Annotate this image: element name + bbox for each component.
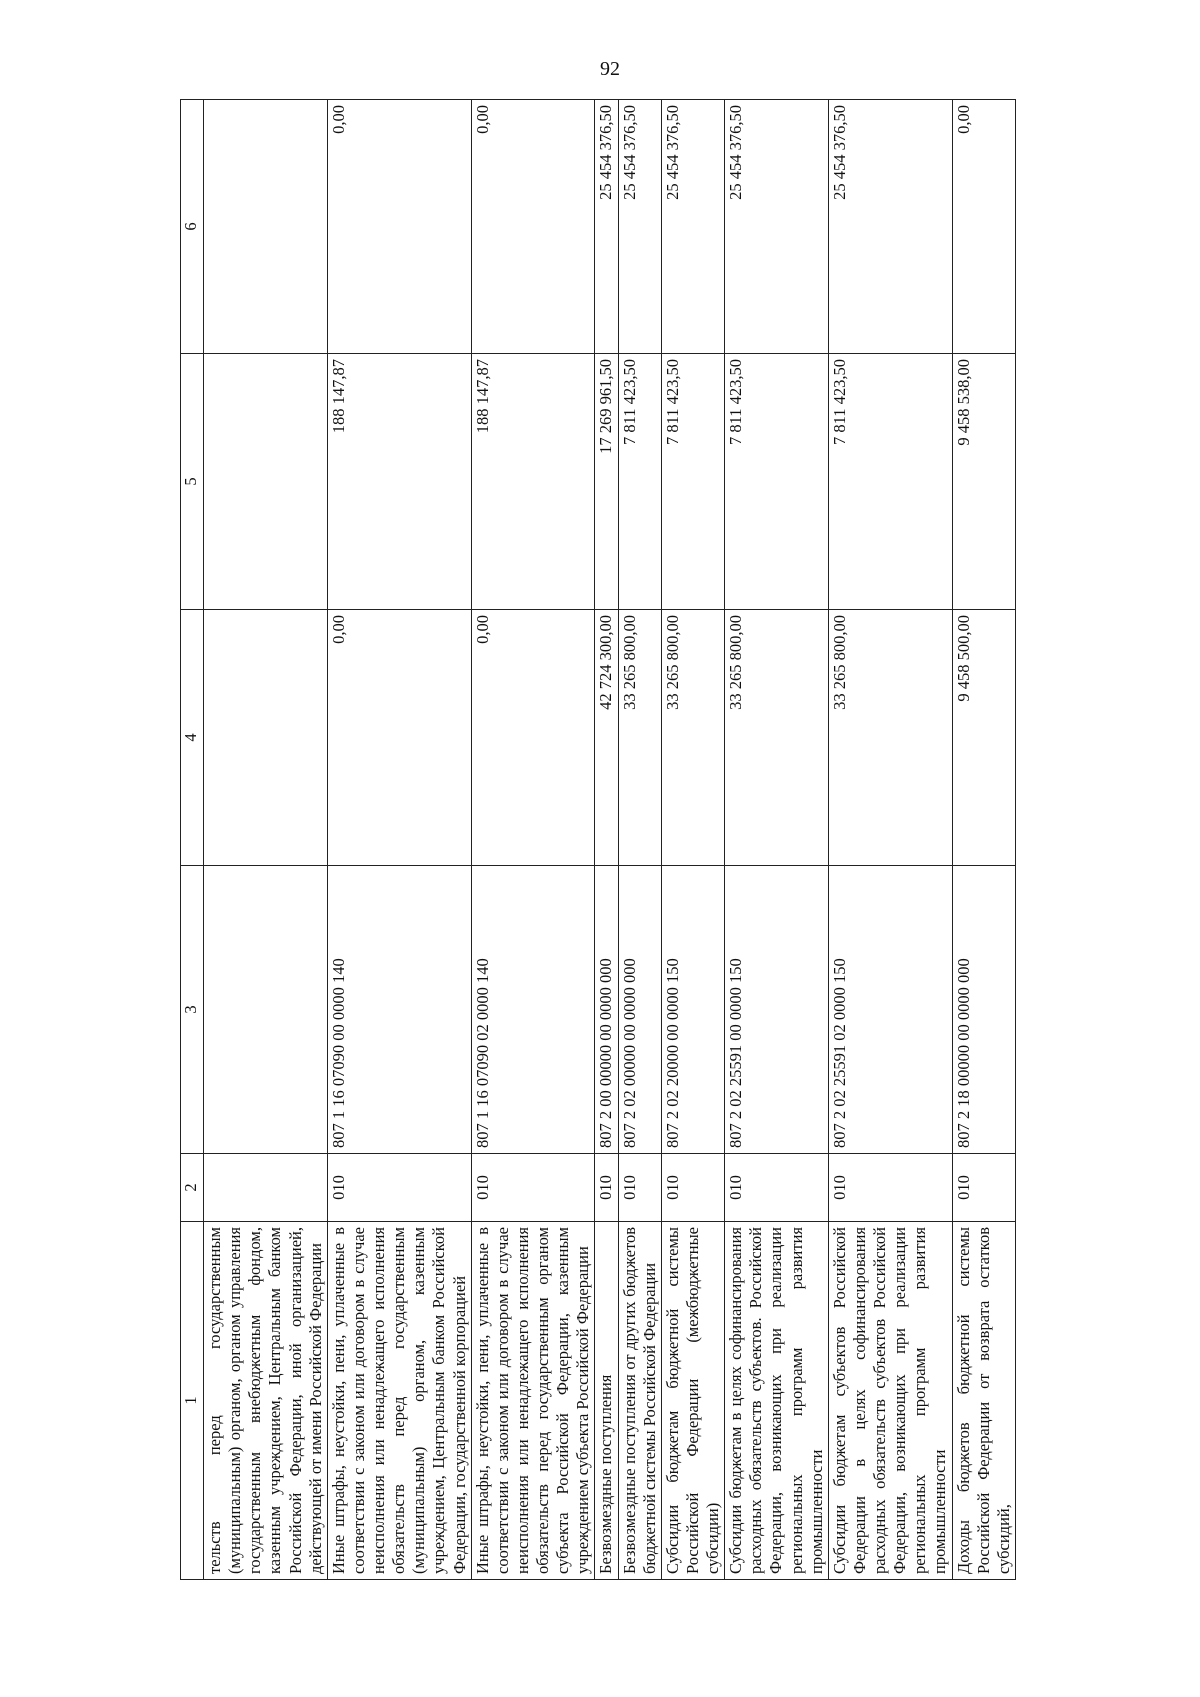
approved-amount: 0,00 bbox=[327, 610, 471, 866]
budget-code: 807 2 02 00000 00 0000 000 bbox=[618, 866, 661, 1154]
unexecuted-amount: 0,00 bbox=[327, 100, 471, 354]
unexecuted-amount: 0,00 bbox=[952, 100, 1015, 354]
approved-amount: 9 458 500,00 bbox=[952, 610, 1015, 866]
row-description: Субсидии бюджетам субъектов Российской Федерации в целях софинансирования расходных обязательств субъектов Российской Федерации, возникающих при реализации региональных программ развития промышленности bbox=[828, 1222, 952, 1580]
unexecuted-amount: 0,00 bbox=[471, 100, 595, 354]
line-code: 010 bbox=[952, 1154, 1015, 1222]
table-row bbox=[828, 100, 952, 1580]
header-cell: 2 bbox=[181, 1154, 204, 1222]
row-description: Безвозмездные поступления bbox=[595, 1222, 618, 1580]
budget-code: 807 1 16 07090 00 0000 140 bbox=[327, 866, 471, 1154]
budget-code: 807 2 00 00000 00 0000 000 bbox=[595, 866, 618, 1154]
header-cell: 6 bbox=[181, 100, 204, 354]
table-row bbox=[618, 100, 661, 1580]
budget-code bbox=[204, 866, 328, 1154]
row-description: тельств перед государственным (муниципальным) органом, органом управления государственным внебюджетным фондом, казенным учреждением, Центральным банком Российской Федерации, иной организацией, действующей от имени Российской Федерации bbox=[204, 1222, 328, 1580]
executed-amount: 17 269 961,50 bbox=[595, 354, 618, 610]
line-code: 010 bbox=[618, 1154, 661, 1222]
executed-amount: 7 811 423,50 bbox=[661, 354, 724, 610]
table-row bbox=[471, 100, 595, 1580]
table-row bbox=[725, 100, 829, 1580]
revenue-table bbox=[180, 99, 1016, 1580]
executed-amount: 188 147,87 bbox=[471, 354, 595, 610]
table-row bbox=[204, 100, 328, 1580]
unexecuted-amount: 25 454 376,50 bbox=[725, 100, 829, 354]
table-row bbox=[661, 100, 724, 1580]
approved-amount: 0,00 bbox=[471, 610, 595, 866]
line-code: 010 bbox=[327, 1154, 471, 1222]
table-row bbox=[327, 100, 471, 1580]
line-code: 010 bbox=[595, 1154, 618, 1222]
executed-amount: 7 811 423,50 bbox=[828, 354, 952, 610]
executed-amount: 7 811 423,50 bbox=[725, 354, 829, 610]
executed-amount: 9 458 538,00 bbox=[952, 354, 1015, 610]
approved-amount: 33 265 800,00 bbox=[661, 610, 724, 866]
executed-amount: 7 811 423,50 bbox=[618, 354, 661, 610]
approved-amount: 33 265 800,00 bbox=[725, 610, 829, 866]
page-number: 92 bbox=[600, 58, 620, 80]
executed-amount bbox=[204, 354, 328, 610]
header-cell: 5 bbox=[181, 354, 204, 610]
budget-code: 807 2 02 25591 00 0000 150 bbox=[725, 866, 829, 1154]
table-row bbox=[595, 100, 618, 1580]
line-code: 010 bbox=[661, 1154, 724, 1222]
row-description: Субсидии бюджетам бюджетной системы Российской Федерации (межбюджетные субсидии) bbox=[661, 1222, 724, 1580]
unexecuted-amount: 25 454 376,50 bbox=[828, 100, 952, 354]
approved-amount: 33 265 800,00 bbox=[828, 610, 952, 866]
budget-code: 807 1 16 07090 02 0000 140 bbox=[471, 866, 595, 1154]
header-cell: 3 bbox=[181, 866, 204, 1154]
unexecuted-amount: 25 454 376,50 bbox=[595, 100, 618, 354]
header-cell: 4 bbox=[181, 610, 204, 866]
table-row bbox=[952, 100, 1015, 1580]
approved-amount bbox=[204, 610, 328, 866]
row-description: Иные штрафы, неустойки, пени, уплаченные в соответствии с законом или договором в случае неисполнения или ненадлежащего исполнения обязательств перед государственным (муниципальным) органом, казенным учреждением, Центральным банком Российской Федерации, государственной корпорацией bbox=[327, 1222, 471, 1580]
header-cell: 1 bbox=[181, 1222, 204, 1580]
line-code: 010 bbox=[725, 1154, 829, 1222]
line-code: 010 bbox=[471, 1154, 595, 1222]
row-description: Субсидии бюджетам в целях софинансирования расходных обязательств субъектов. Российской Федерации, возникающих при реализации региональных программ развития промышленности bbox=[725, 1222, 829, 1580]
budget-code: 807 2 02 25591 02 0000 150 bbox=[828, 866, 952, 1154]
budget-code: 807 2 18 00000 00 0000 000 bbox=[952, 866, 1015, 1154]
approved-amount: 33 265 800,00 bbox=[618, 610, 661, 866]
approved-amount: 42 724 300,00 bbox=[595, 610, 618, 866]
line-code: 010 bbox=[828, 1154, 952, 1222]
unexecuted-amount: 25 454 376,50 bbox=[618, 100, 661, 354]
row-description: Доходы бюджетов бюджетной системы Российской Федерации от возврата остатков субсидий, bbox=[952, 1222, 1015, 1580]
header-row bbox=[181, 100, 204, 1580]
line-code bbox=[204, 1154, 328, 1222]
executed-amount: 188 147,87 bbox=[327, 354, 471, 610]
unexecuted-amount bbox=[204, 100, 328, 354]
budget-code: 807 2 02 20000 00 0000 150 bbox=[661, 866, 724, 1154]
row-description: Безвозмездные поступления от других бюджетов бюджетной системы Российской Федерации bbox=[618, 1222, 661, 1580]
unexecuted-amount: 25 454 376,50 bbox=[661, 100, 724, 354]
rotated-table-wrapper bbox=[180, 100, 1080, 1580]
row-description: Иные штрафы, неустойки, пени, уплаченные в соответствии с законом или договором в случае неисполнения или ненадлежащего исполнения обязательств перед государственным органом субъекта Российской Федерации, казенным учреждением субъекта Российской Федерации bbox=[471, 1222, 595, 1580]
